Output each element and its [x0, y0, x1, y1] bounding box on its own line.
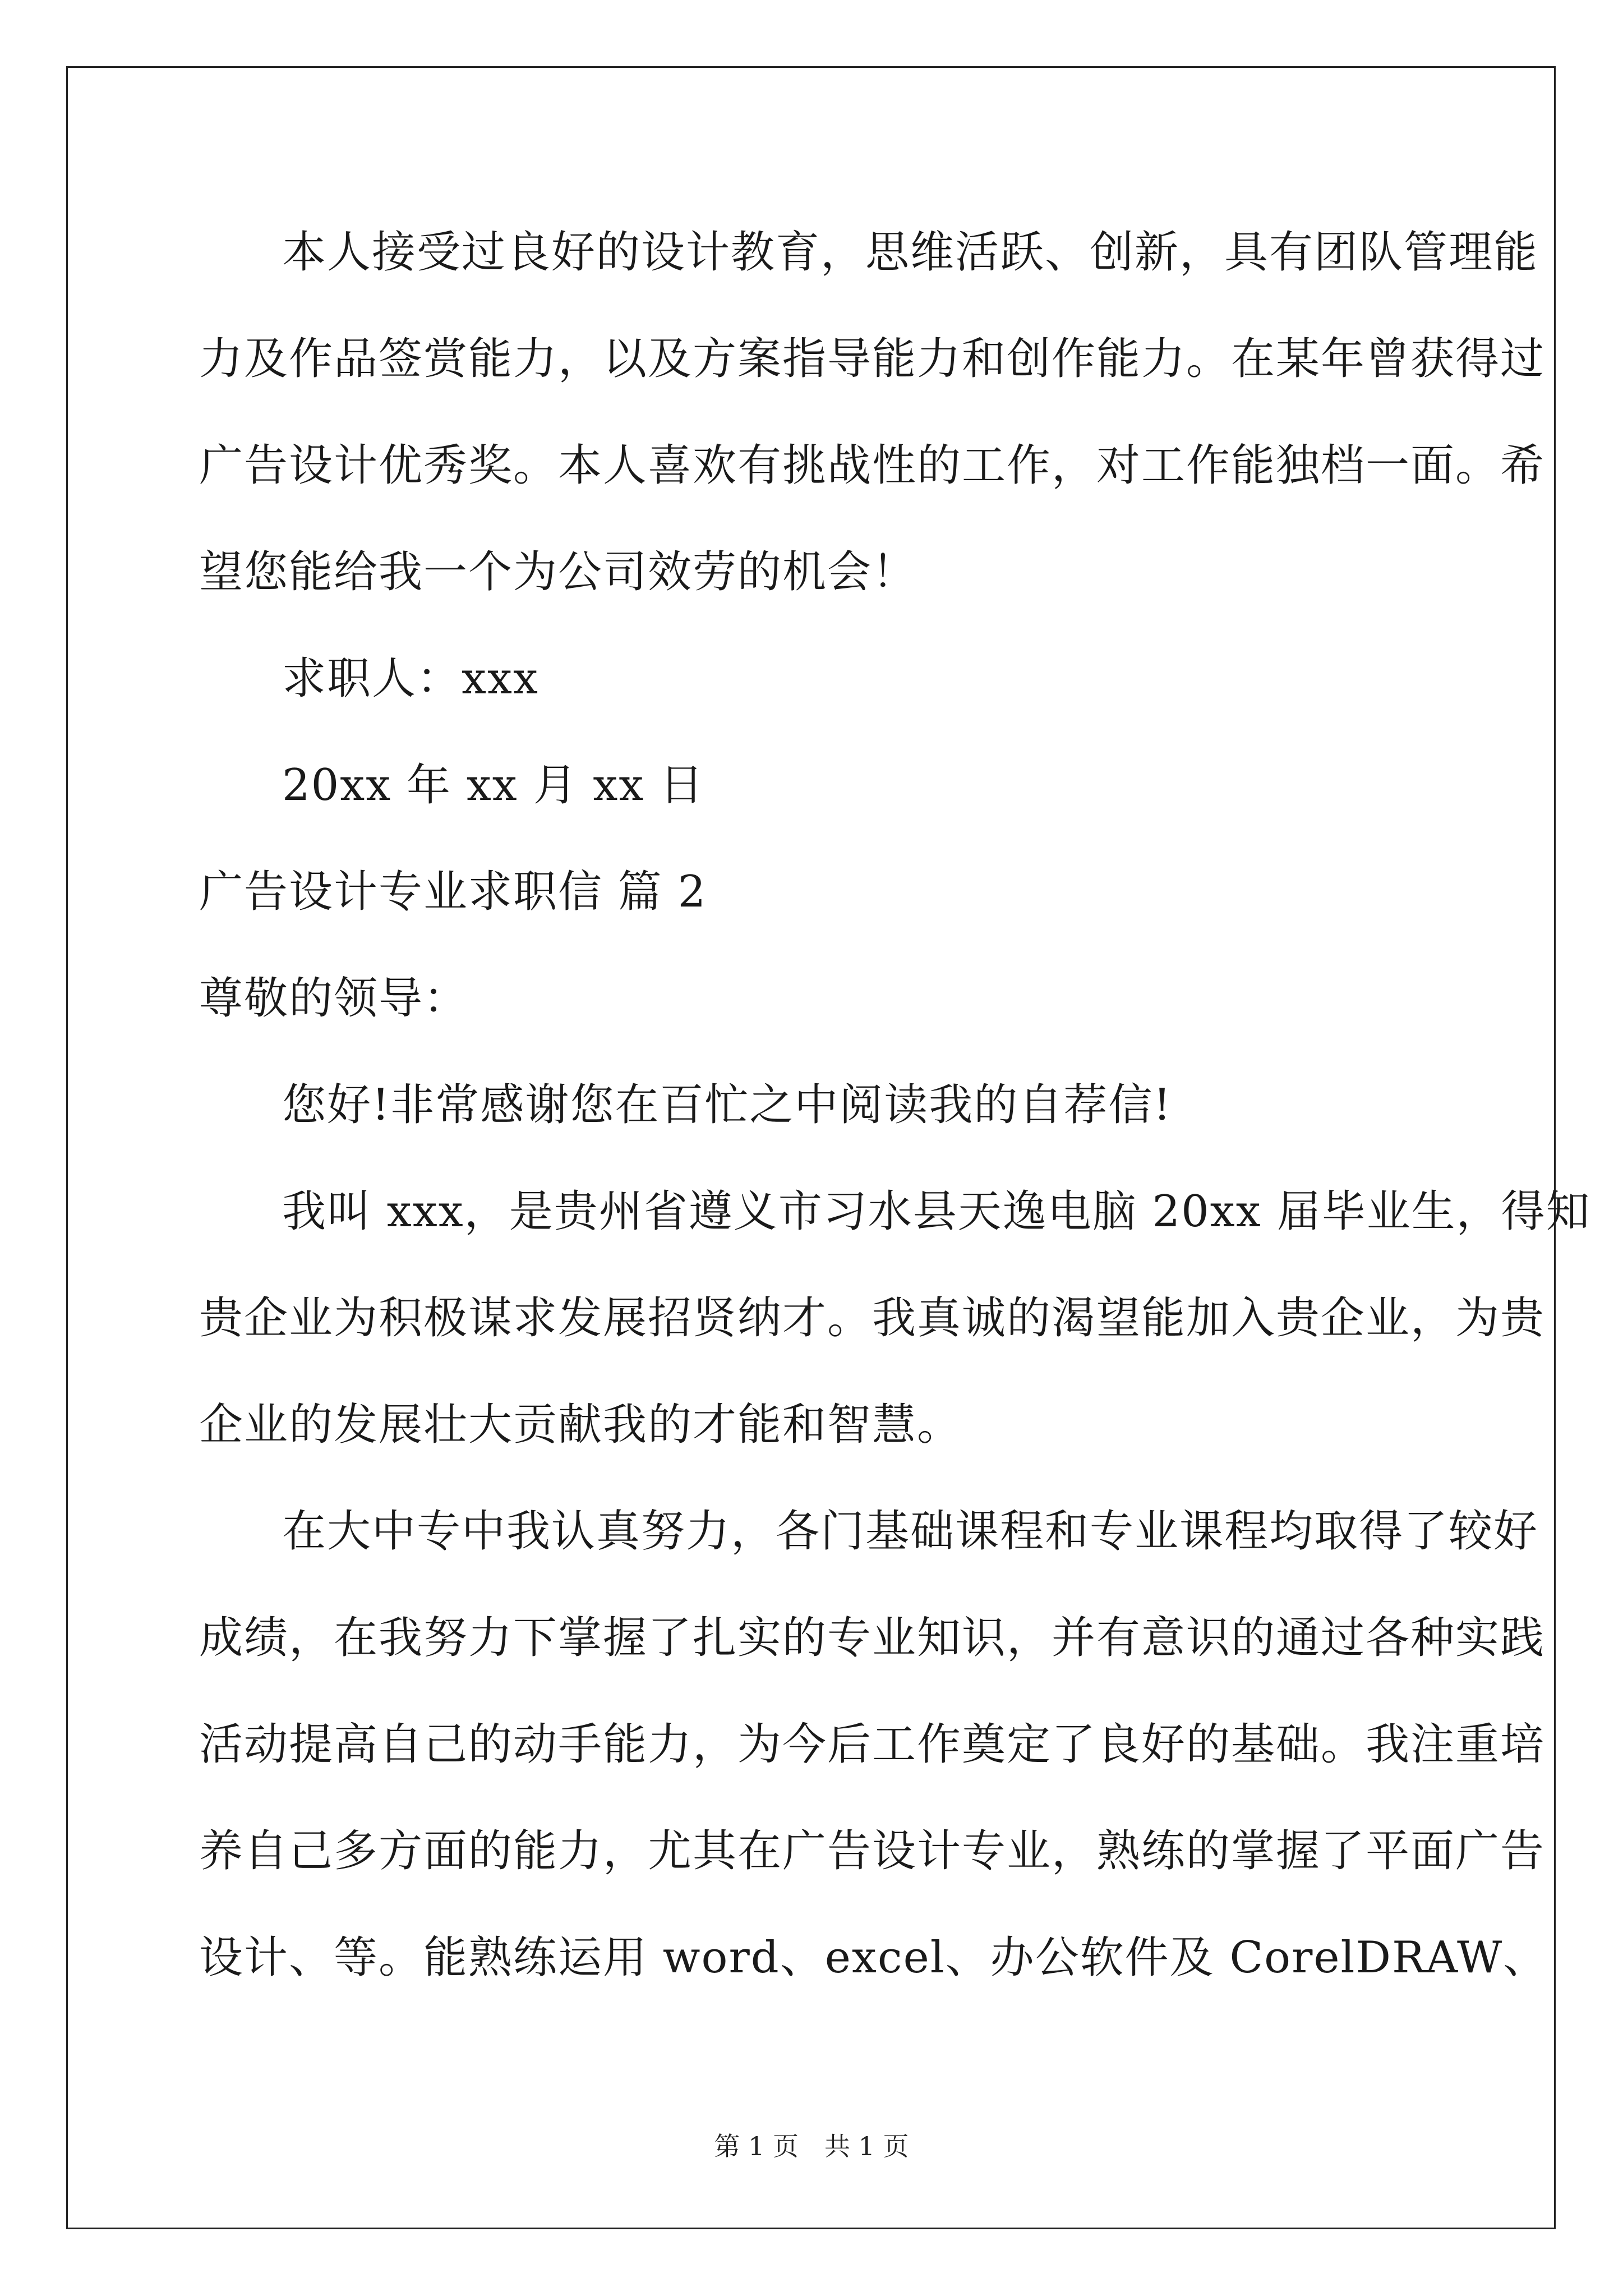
paragraph-line: 贵企业为积极谋求发展招贤纳才。我真诚的渴望能加入贵企业，为贵 — [199, 1293, 1546, 1343]
paragraph-line: 活动提高自己的动手能力，为今后工作奠定了良好的基础。我注重培 — [199, 1719, 1546, 1770]
paragraph-line: 望您能给我一个为公司效劳的机会！ — [199, 547, 917, 597]
page-number-footer: 第 1 页 共 1 页 — [714, 2131, 909, 2161]
paragraph-line: 我叫 xxx，是贵州省遵义市习水县天逸电脑 20xx 届毕业生，得知 — [282, 1186, 1591, 1237]
paragraph-line: 企业的发展壮大贡献我的才能和智慧。 — [199, 1400, 962, 1450]
paragraph-line: 本人接受过良好的设计教育，思维活跃、创新，具有团队管理能 — [282, 227, 1539, 278]
section-heading: 广告设计专业求职信 篇 2 — [199, 867, 707, 917]
applicant-signature: 求职人：xxx — [282, 654, 539, 704]
paragraph-line: 在大中专中我认真努力，各门基础课程和专业课程均取得了较好 — [282, 1506, 1539, 1557]
signature-date: 20xx 年 xx 月 xx 日 — [282, 760, 705, 811]
paragraph-line: 力及作品签赏能力，以及方案指导能力和创作能力。在某年曾获得过 — [199, 334, 1546, 384]
salutation: 尊敬的领导： — [199, 973, 469, 1024]
paragraph-line: 养自己多方面的能力，尤其在广告设计专业，熟练的掌握了平面广告 — [199, 1826, 1546, 1876]
paragraph-line: 广告设计优秀奖。本人喜欢有挑战性的工作，对工作能独档一面。希 — [199, 440, 1546, 491]
paragraph-line: 成绩，在我努力下掌握了扎实的专业知识，并有意识的通过各种实践 — [199, 1613, 1546, 1663]
document-body — [199, 219, 1591, 2031]
paragraph-line: 设计、等。能熟练运用 word、excel、办公软件及 CorelDRAW、 — [199, 1932, 1548, 1983]
greeting-line: 您好!非常感谢您在百忙之中阅读我的自荐信! — [282, 1080, 1172, 1130]
